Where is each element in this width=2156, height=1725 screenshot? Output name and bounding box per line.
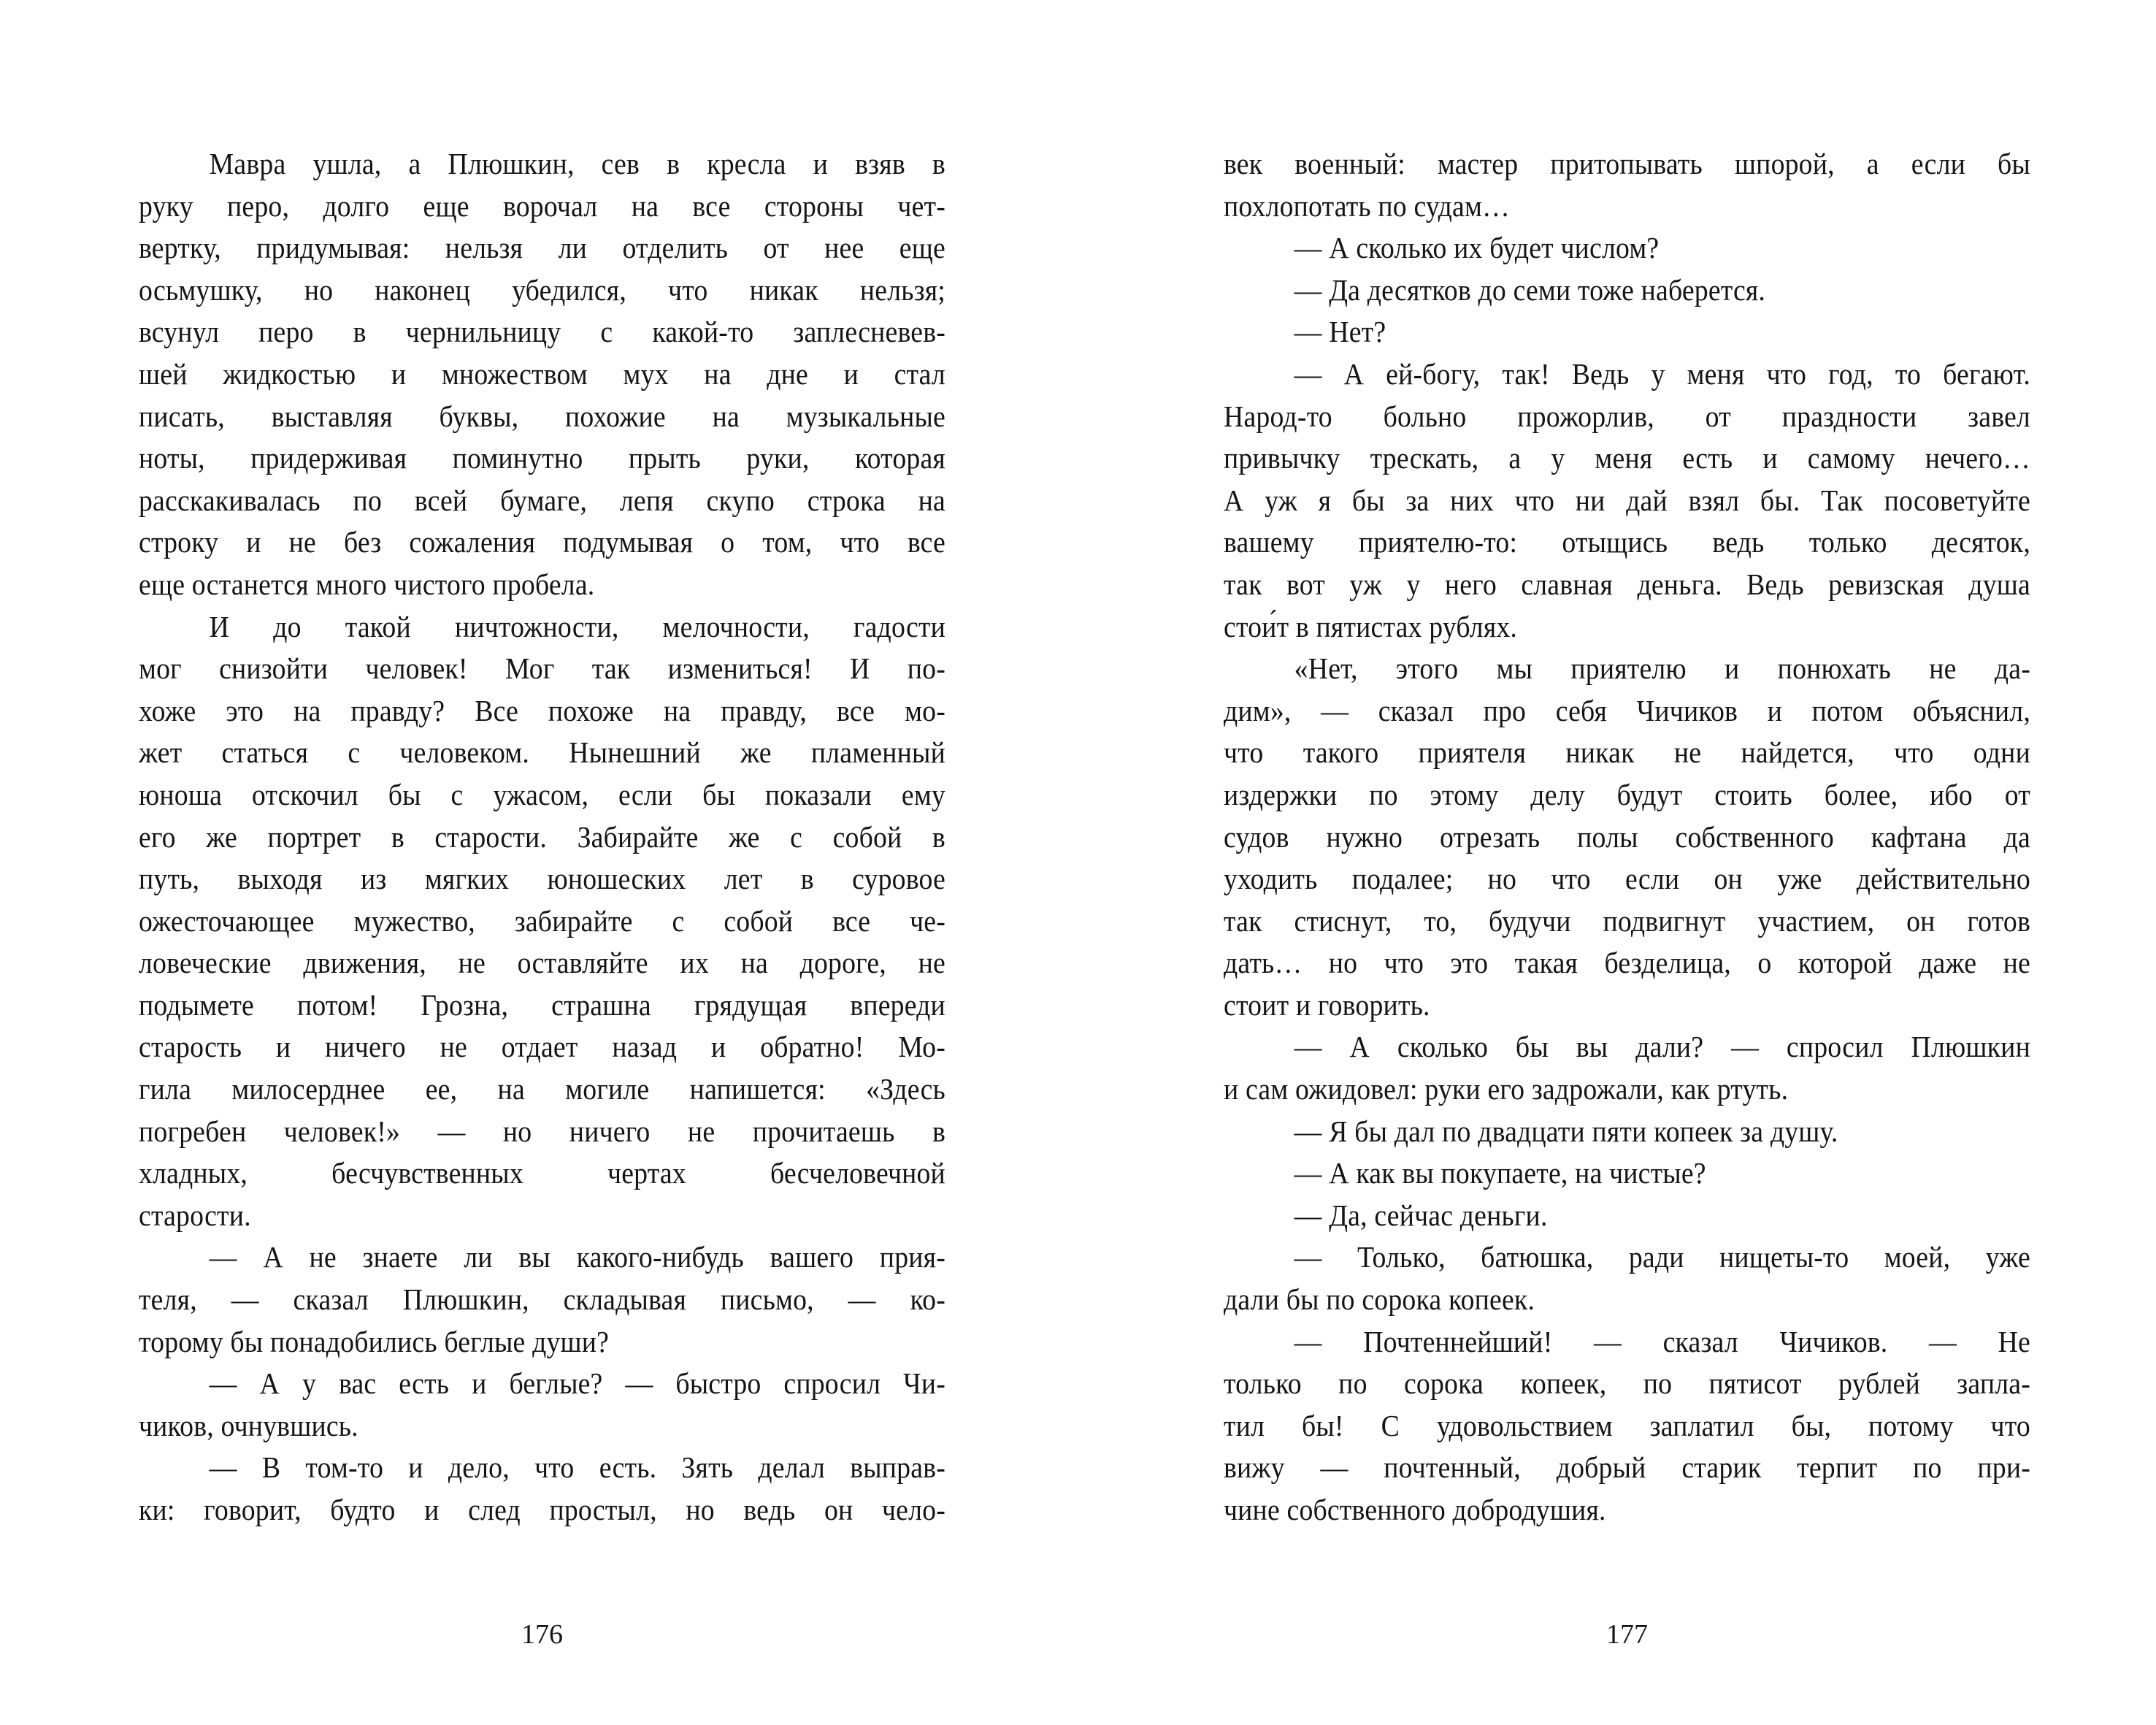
text-line: И до такой ничтожности, мелочности, гадости [209, 609, 945, 643]
text-line: дали бы по сорока копеек. [1224, 1282, 1535, 1317]
text-line: ловеческие движения, не оставляйте их на дороге, не [139, 946, 945, 980]
text-line: стоит и говорить. [1224, 987, 1430, 1022]
right-page-text [1224, 143, 2030, 1531]
text-line: ожесточающее мужество, забирайте с собой все че- [139, 903, 945, 938]
text-line: ки: говорит, будто и след простыл, но ведь он чело- [139, 1493, 945, 1526]
text-line: чиков, очнувшись. [139, 1408, 358, 1442]
paragraph [1224, 1152, 2030, 1195]
text-line: и сам ожидовел: руки его задрожали, как ртуть. [1224, 1072, 1789, 1106]
text-line: чине собственного добродушия. [1224, 1493, 1606, 1526]
text-line: — А сколько бы вы дали? — спросил Плюшкин [1294, 1030, 2030, 1064]
text-line: — Почтеннейший! — сказал Чичиков. — Не [1294, 1324, 2030, 1358]
text-line: ноты, придерживая поминутно прыть руки, которая [139, 441, 945, 475]
text-line: — А у вас есть и беглые? — быстро спросил Чи- [209, 1366, 945, 1401]
text-line: издержки по этому делу будут стоить более, ибо от [1224, 777, 2030, 811]
text-line: гила милосерднее ее, на могиле напишется: «Здесь [139, 1072, 945, 1106]
text-line: привычку трескать, а у меня есть и самому нечего… [1224, 441, 2030, 475]
text-line: вертку, придумывая: нельзя ли отделить от нее еще [139, 231, 945, 265]
text-line: Народ-то больно прожорлив, от праздности завел [1224, 399, 2030, 433]
text-line: — А как вы покупаете, на чистые? [1294, 1156, 1706, 1190]
text-line: дать… но что это такая безделица, о которой даже не [1224, 946, 2030, 980]
paragraph [1224, 1236, 2030, 1320]
text-line: дим», — сказал про себя Чичиков и потом объяснил, [1224, 693, 2030, 727]
text-line: еще останется много чистого пробела. [139, 567, 595, 601]
text-line: — Да, сейчас деньги. [1294, 1198, 1548, 1232]
text-line: строку и не без сожаления подумывая о том, что все [139, 525, 945, 559]
text-line: — А сколько их будет числом? [1294, 231, 1660, 265]
text-line: подымете потом! Грозна, страшна грядущая впереди [139, 987, 945, 1022]
text-line: «Нет, этого мы приятелю и понюхать не да- [1294, 651, 2030, 686]
text-line: тил бы! С удовольствием заплатил бы, потому что [1224, 1408, 2030, 1442]
text-line: — Только, батюшка, ради нищеты-то моей, уже [1294, 1240, 2030, 1274]
text-line: всунул перо в чернильницу с какой-то заплесневев- [139, 315, 945, 349]
paragraph [1224, 269, 2030, 312]
text-line: расскакивалась по всей бумаге, лепя скупо строка на [139, 483, 945, 517]
paragraph [1224, 1195, 2030, 1237]
text-line: хоже это на правду? Все похоже на правду, все мо- [139, 693, 945, 727]
text-line: — Я бы дал по двадцати пяти копеек за душу. [1294, 1114, 1838, 1148]
paragraph [139, 1363, 945, 1447]
text-line: путь, выходя из мягких юношеских лет в суровое [139, 862, 945, 896]
text-line: век военный: мастер притопывать шпорой, а если бы [1224, 147, 2030, 180]
paragraph [1224, 143, 2030, 227]
text-line: — В том-то и дело, что есть. Зять делал выправ- [209, 1450, 945, 1485]
text-line: его же портрет в старости. Забирайте же с собой в [139, 819, 945, 854]
paragraph [1224, 311, 2030, 353]
paragraph [139, 1236, 945, 1363]
right-page-number: 177 [1606, 1619, 1648, 1650]
paragraph [139, 606, 945, 1237]
paragraph [1224, 227, 2030, 269]
left-page-text [139, 143, 945, 1531]
paragraph [139, 1447, 945, 1531]
text-line: юноша отскочил бы с ужасом, если бы показали ему [139, 777, 945, 811]
left-page-number: 176 [521, 1619, 563, 1650]
text-line: погребен человек!» — но ничего не прочитаешь в [139, 1114, 945, 1148]
text-line: теля, — сказал Плюшкин, складывая письмо, — ко- [139, 1282, 945, 1317]
text-line: стои́т в пятистах рублях. [1224, 609, 1518, 643]
paragraph [1224, 1321, 2030, 1531]
text-line: хладных, бесчувственных чертах бесчеловечной [139, 1156, 945, 1190]
text-line: писать, выставляя буквы, похожие на музыкальные [139, 399, 945, 433]
text-line: вашему приятелю-то: отыщись ведь только десяток, [1224, 525, 2030, 559]
text-line: — Нет? [1294, 315, 1386, 349]
paragraph [1224, 353, 2030, 648]
text-line: А уж я бы за них что ни дай взял бы. Так посоветуйте [1224, 483, 2030, 517]
paragraph [139, 143, 945, 606]
text-line: мог снизойти человек! Мог так измениться! И по- [139, 651, 945, 686]
text-line: вижу — почтенный, добрый старик терпит по при- [1224, 1450, 2030, 1485]
text-line: — А не знаете ли вы какого-нибудь вашего прия- [209, 1240, 945, 1274]
paragraph [1224, 1026, 2030, 1110]
text-line: — А ей-богу, так! Ведь у меня что год, то бегают. [1294, 356, 2030, 391]
text-line: руку перо, долго еще ворочал на все стороны чет- [139, 188, 945, 223]
paragraph [1224, 1111, 2030, 1153]
text-line: так вот уж у него славная деньга. Ведь ревизская душа [1224, 567, 2030, 601]
text-line: Мавра ушла, а Плюшкин, сев в кресла и взяв в [209, 147, 945, 180]
text-line: старость и ничего не отдает назад и обратно! Мо- [139, 1030, 945, 1064]
text-line: похлопотать по судам… [1224, 188, 1510, 223]
text-line: судов нужно отрезать полы собственного кафтана да [1224, 819, 2030, 854]
text-line: осьмушку, но наконец убедился, что никак нельзя; [139, 272, 945, 307]
text-line: так стиснут, то, будучи подвигнут участием, он готов [1224, 903, 2030, 938]
text-line: старости. [139, 1198, 251, 1232]
text-line: уходить подалее; но что если он уже действительно [1224, 862, 2030, 896]
text-line: только по сорока копеек, по пятисот рублей запла- [1224, 1366, 2030, 1401]
text-line: что такого приятеля никак не найдется, что одни [1224, 735, 2030, 770]
text-line: шей жидкостью и множеством мух на дне и стал [139, 356, 945, 391]
text-line: жет статься с человеком. Нынешний же пламенный [139, 735, 945, 770]
paragraph [1224, 648, 2030, 1026]
text-line: — Да десятков до семи тоже наберется. [1294, 272, 1766, 307]
text-line: торому бы понадобились беглые души? [139, 1324, 610, 1358]
